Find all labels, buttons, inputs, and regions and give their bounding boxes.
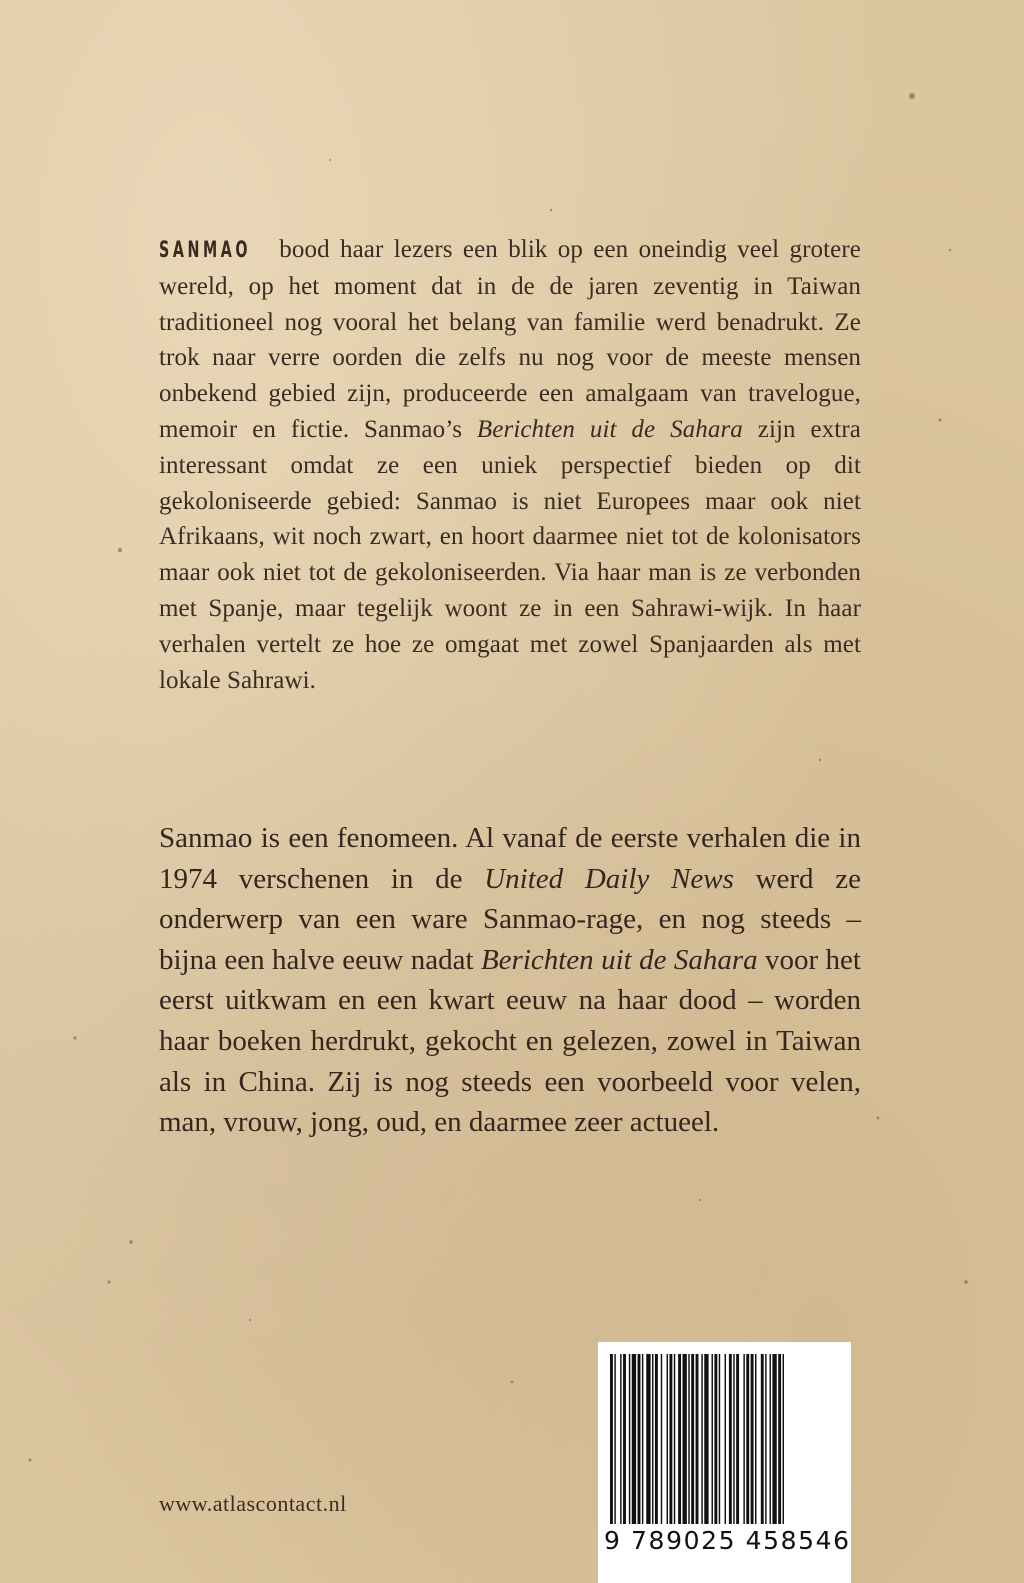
barcode-bar xyxy=(688,1354,689,1524)
barcode-bar xyxy=(646,1354,650,1524)
barcode-bar xyxy=(674,1354,675,1524)
barcode-bar xyxy=(678,1354,681,1524)
barcode-bar xyxy=(743,1354,744,1524)
barcode-bar xyxy=(610,1354,613,1524)
phenomenon-text-2: werd ze onderwerp van een ware Sanmao-rage, en nog steeds – bijna een halve eeuw nadat xyxy=(159,862,862,976)
barcode-bar xyxy=(683,1354,687,1524)
barcode-bar xyxy=(642,1354,643,1524)
barcode-bar xyxy=(638,1354,641,1524)
isbn-number: 9 789025 458546 xyxy=(604,1526,851,1555)
barcode-bar xyxy=(614,1354,615,1524)
barcode-bar xyxy=(751,1354,754,1524)
barcode-bar xyxy=(696,1354,699,1524)
phenomenon-text-3: voor het eerst uitkwam en een kwart eeuw na haar dood – worden haar boeken herdrukt, gekocht en gelezen, zowel in Taiwan als in China. Zij is nog steeds een voorbeeld voor velen, man, vrouw, jong, oud, en daarmee zeer actueel. xyxy=(159,943,861,1139)
barcode-bar xyxy=(632,1354,636,1524)
barcode-bar xyxy=(691,1354,694,1524)
description-text-2: zijn extra interessant omdat ze een uniek perspectief bieden op dit gekoloniseerde gebied: Sanmao is niet Europees maar ook niet Afrikaans, wit noch zwart, en hoort daarmee niet tot de kolonisators maar ook niet tot de gekoloniseerden. Via haar man is ze verbonden met Spanje, maar tegelijk woont ze in een Sahrawi-wijk. In haar verhalen vertelt ze hoe ze omgaat met zowel Spanjaarden als met lokale Sahrawi. xyxy=(159,415,861,694)
barcode-bar xyxy=(765,1354,766,1524)
barcode-bar xyxy=(733,1354,734,1524)
book-title-italic-2: Berichten uit de Sahara xyxy=(480,943,758,976)
barcode-bar xyxy=(623,1354,626,1524)
book-title-italic: Berichten uit de Sahara xyxy=(476,415,743,443)
barcode-bar xyxy=(736,1354,739,1524)
barcode-bar xyxy=(772,1354,776,1524)
barcode-bar xyxy=(661,1354,662,1524)
barcode-bar xyxy=(778,1354,781,1524)
description-paragraph xyxy=(159,232,861,698)
barcode-bar xyxy=(755,1354,756,1524)
barcode-bar xyxy=(714,1354,717,1524)
description-text-1: bood haar lezers een blik op een oneindig veel grotere wereld, op het moment dat in de de jaren zeventig in Taiwan traditioneel nog vooral het belang van familie werd benadrukt. Ze trok naar verre oorden die zelfs nu nog voor de meeste mensen onbekend gebied zijn, produceerde een amalgaam van travelogue, memoir en fictie. Sanmao’s xyxy=(159,236,861,443)
barcode-bar xyxy=(667,1354,668,1524)
barcode-bar xyxy=(746,1354,749,1524)
publisher-website: www.atlascontact.nl xyxy=(159,1491,347,1516)
phenomenon-paragraph xyxy=(159,818,861,1143)
barcode-bar xyxy=(729,1354,732,1524)
barcode-bar xyxy=(655,1354,658,1524)
barcode-bar xyxy=(761,1354,764,1524)
barcode-bar xyxy=(669,1354,672,1524)
newspaper-title-italic: United Daily News xyxy=(484,862,734,895)
barcode-bar xyxy=(783,1354,784,1524)
barcode-bar xyxy=(712,1354,713,1524)
barcode-bars xyxy=(610,1354,839,1524)
barcode-bar xyxy=(652,1354,653,1524)
barcode-bar xyxy=(704,1354,708,1524)
barcode-bar xyxy=(725,1354,726,1524)
barcode-bar xyxy=(770,1354,771,1524)
barcode-bar xyxy=(719,1354,720,1524)
author-name: SANMAO xyxy=(159,238,252,263)
barcode-bar xyxy=(629,1354,630,1524)
barcode-bar xyxy=(620,1354,621,1524)
phenomenon-text-1: Sanmao is een fenomeen. Al vanaf de eerste verhalen die in 1974 verschenen in de xyxy=(159,822,861,895)
isbn-barcode xyxy=(598,1342,851,1583)
barcode-bar xyxy=(701,1354,702,1524)
